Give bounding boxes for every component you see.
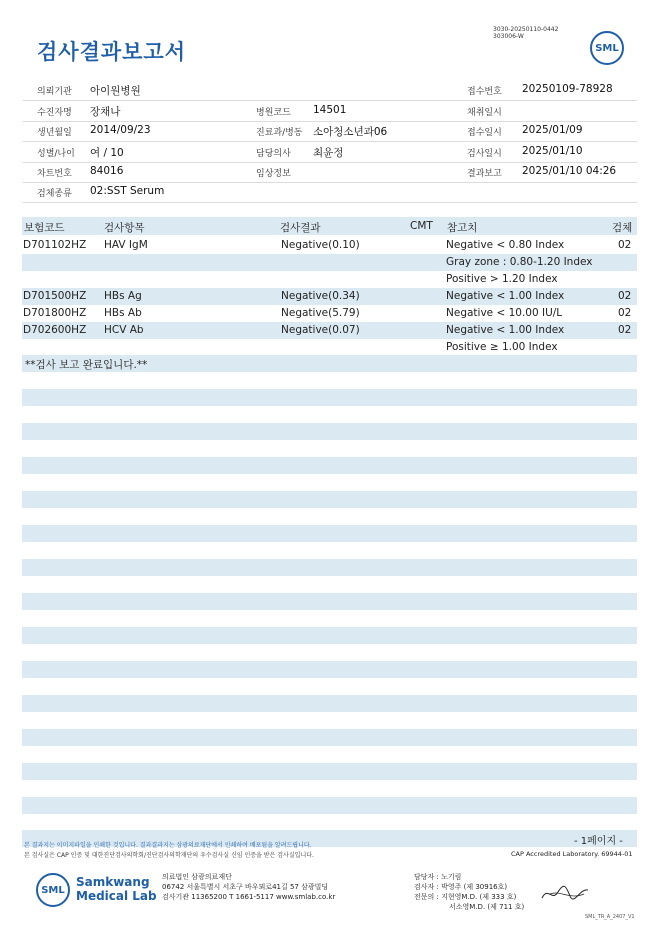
table-stripe [22,593,637,610]
info-row-specimen: 검체종류 02:SST Serum [23,182,637,203]
brand-name: Samkwang Medical Lab [76,875,157,903]
doctor-value: 최윤정 [313,147,344,159]
table-stripe [22,627,637,644]
info-row-chart: 차트번호 84016 임상정보 결과보고 2025/01/10 04:26 [23,162,637,183]
results-table-header: 보험코드 검사항목 검사결과 CMT 참고치 검체 [22,217,637,235]
table-stripe [22,423,637,440]
info-row-sex: 성별/나이 여 / 10 담당의사 최윤정 검사일시 2025/01/10 [23,142,637,163]
org-info: 의료법인 삼광의료재단 06742 서울특별시 서초구 바우뫼로41길 57 삼광빌딩 검사기관 11365200 T 1661-5117 www.smlab.co.kr [162,873,336,901]
table-stripe [22,797,637,814]
receipt-no-value: 20250109-78928 [522,83,613,95]
info-row-dob: 생년월일 2014/09/23 진료과/병동 소아청소년과06 접수일시 2025/01/09 [23,121,637,142]
dob-value: 2014/09/23 [90,124,151,136]
hospital-code-value: 14501 [313,104,347,116]
sml-footer-logo: SML [36,873,70,907]
receipt-date-value: 2025/01/09 [522,124,583,136]
footer-note-cap: 본 검사실은 CAP 인증 및 대한진단검사의학회/진단검사의학재단의 우수검사실 신임 인증을 받은 검사실입니다. [24,852,314,859]
table-stripe [22,457,637,474]
table-stripe [22,661,637,678]
info-row-patient: 수진자명 장채나 병원코드 14501 채취일시 [23,101,637,122]
specimen-value: 02:SST Serum [90,185,165,197]
table-stripe [22,389,637,406]
staff-info: 담당자 : 노기림 검사자 : 박영주 (제 30916호) 전문의 : 지현영M.D. (제 333 호) 서소영M.D. (제 711 호) [414,873,525,911]
hospital-value: 아이원병원 [90,85,141,97]
table-stripe [22,695,637,712]
table-stripe [22,763,637,780]
sml-logo: SML [590,31,624,65]
table-stripe [22,491,637,508]
page-number: - 1페이지 - [574,836,623,847]
info-row-hospital: 의뢰기관 아이원병원 접수번호 20250109-78928 [23,80,637,101]
table-stripe [22,729,637,746]
signature-image [540,882,590,904]
footer-note-image: 본 결과지는 이미지파일을 인쇄한 것입니다. 결과결과지는 삼광의료재단에서 인쇄하여 배포됨을 알려드립니다. [24,842,312,849]
form-code: SML_TR_A_2407_V1 [585,914,635,920]
test-date-value: 2025/01/10 [522,145,583,157]
cap-accredited: CAP Accredited Laboratory. 69944-01 [511,850,633,858]
report-date-value: 2025/01/10 04:26 [522,165,617,177]
table-stripe [22,559,637,576]
table-stripe [22,525,637,542]
patient-value: 장채나 [90,106,121,118]
report-complete-note: **검사 보고 완료입니다.** [25,359,148,371]
document-codes: 3030-20250110-0442 303006-W [493,26,559,40]
dept-value: 소아청소년과06 [313,126,388,138]
sex-age-value: 여 / 10 [90,147,124,159]
chart-value: 84016 [90,165,124,177]
report-title: 검사결과보고서 [37,40,187,64]
